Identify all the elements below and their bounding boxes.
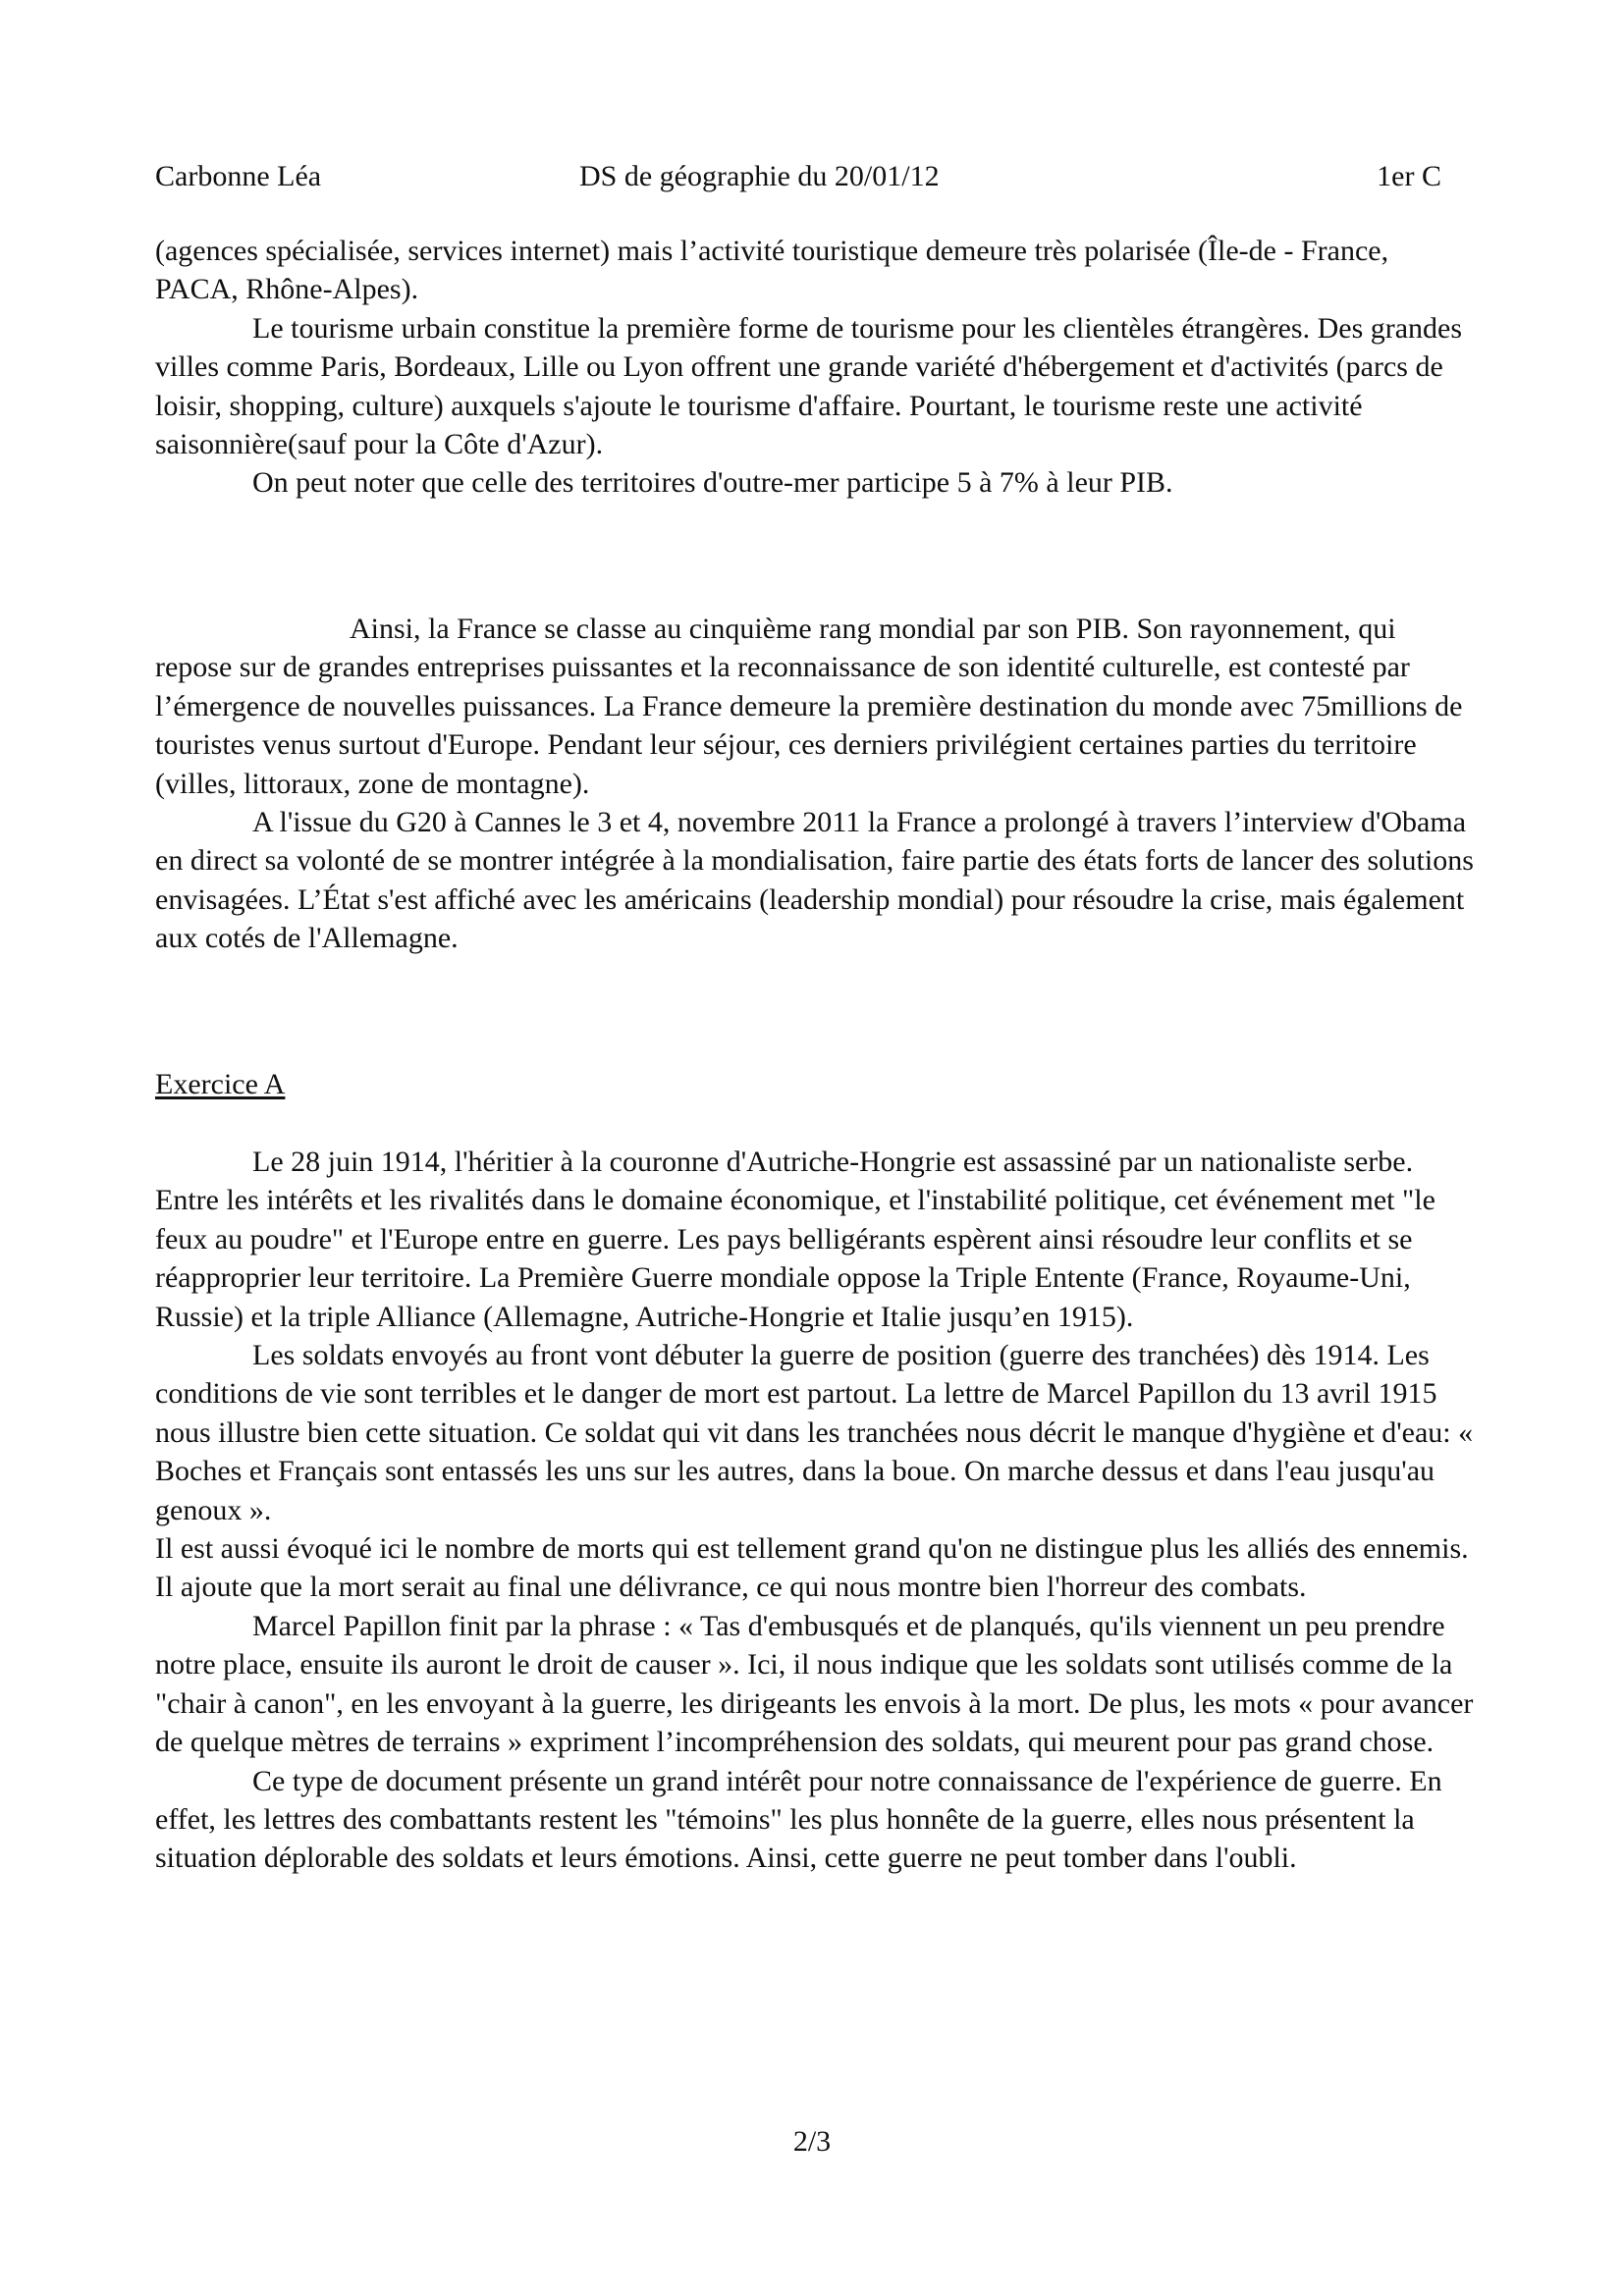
conclusion-section bbox=[155, 610, 1477, 958]
student-name: Carbonne Léa bbox=[155, 160, 322, 192]
page-header bbox=[155, 157, 1441, 196]
document-title: DS de géographie du 20/01/12 bbox=[579, 160, 940, 192]
exercise-a-section bbox=[155, 1143, 1477, 1878]
paragraph: Il est aussi évoqué ici le nombre de morts qui est tellement grand qu'on ne distingue plus les alliés des ennemis. Il ajoute que la mort serait au final une délivrance, ce qui nous montre bien l'horreur des combats. bbox=[155, 1532, 1469, 1604]
paragraph: On peut noter que celle des territoires d'outre-mer participe 5 à 7% à leur PIB. bbox=[252, 466, 1173, 500]
paragraph: Les soldats envoyés au front vont débuter la guerre de position (guerre des tranchées) dès 1914. Les conditions de vie sont terribles et le danger de mort est partout. La lettre de Marcel Papillon du 13 avril 1915 nous illustre bien cette situation. Ce soldat qui vit dans les tranchées nous décrit le manque d'hygiène et d'eau: « Boches et Français sont entassés les uns sur les autres, dans la boue. On marche dessus et dans l'eau jusqu'au genoux ». bbox=[155, 1339, 1474, 1526]
tourism-section bbox=[155, 232, 1477, 503]
paragraph: (agences spécialisée, services internet) mais l’activité touristique demeure très polarisée (Île-de - France, PACA, Rhône-Alpes). bbox=[155, 235, 1389, 306]
class-label: 1er C bbox=[1377, 160, 1441, 192]
paragraph: Le 28 juin 1914, l'héritier à la couronne d'Autriche-Hongrie est assassiné par un nationaliste serbe. Entre les intérêts et les rivalités dans le domaine économique, et l'instabilité politique, cet événement met "le feux au poudre" et l'Europe entre en guerre. Les pays belligérants espèrent ainsi résoudre leur conflits et se réapproprier leur territoire. La Première Guerre mondiale oppose la Triple Entente (France, Royaume-Uni, Russie) et la triple Alliance (Allemagne, Autriche-Hongrie et Italie jusqu’en 1915). bbox=[155, 1146, 1435, 1333]
paragraph: A l'issue du G20 à Cannes le 3 et 4, novembre 2011 la France a prolongé à travers l’interview d'Obama en direct sa volonté de se montrer intégrée à la mondialisation, faire partie des états forts de lancer des solutions envisagées. L’État s'est affiché avec les américains (leadership mondial) pour résoudre la crise, mais également aux cotés de l'Allemagne. bbox=[155, 806, 1474, 955]
page-number: 2/3 bbox=[792, 2125, 832, 2158]
exercise-heading: Exercice A bbox=[155, 1068, 286, 1100]
paragraph: Le tourisme urbain constitue la première forme de tourisme pour les clientèles étrangères. Des grandes villes comme Paris, Bordeaux, Lille ou Lyon offrent une grande variété d'hébergement et d'activités (parcs de loisir, shopping, culture) auxquels s'ajoute le tourisme d'affaire. Pourtant, le tourisme reste une activité saisonnière(sauf pour la Côte d'Azur). bbox=[155, 311, 1463, 461]
paragraph: Ce type de document présente un grand intérêt pour notre connaissance de l'expérience de guerre. En effet, les lettres des combattants restent les "témoins" les plus honnête de la guerre, elles nous présentent la situation déplorable des soldats et leurs émotions. Ainsi, cette guerre ne peut tomber dans l'oubli. bbox=[155, 1764, 1442, 1875]
paragraph: Marcel Papillon finit par la phrase : « Tas d'embusqués et de planqués, qu'ils viennent un peu prendre notre place, ensuite ils auront le droit de causer ». Ici, il nous indique que les soldats sont utilisés comme de la "chair à canon", en les envoyant à la guerre, les dirigeants les envois à la mort. De plus, les mots « pour avancer de quelque mètres de terrains » expriment l’incompréhension des soldats, qui meurent pour pas grand chose. bbox=[155, 1609, 1474, 1759]
paragraph: Ainsi, la France se classe au cinquième rang mondial par son PIB. Son rayonnement, qui repose sur de grandes entreprises puissantes et la reconnaissance de son identité culturelle, est contesté par l’émergence de nouvelles puissances. La France demeure la première destination du monde avec 75millions de touristes venus surtout d'Europe. Pendant leur séjour, ces derniers privilégient certaines parties du territoire (villes, littoraux, zone de montagne). bbox=[155, 613, 1463, 800]
